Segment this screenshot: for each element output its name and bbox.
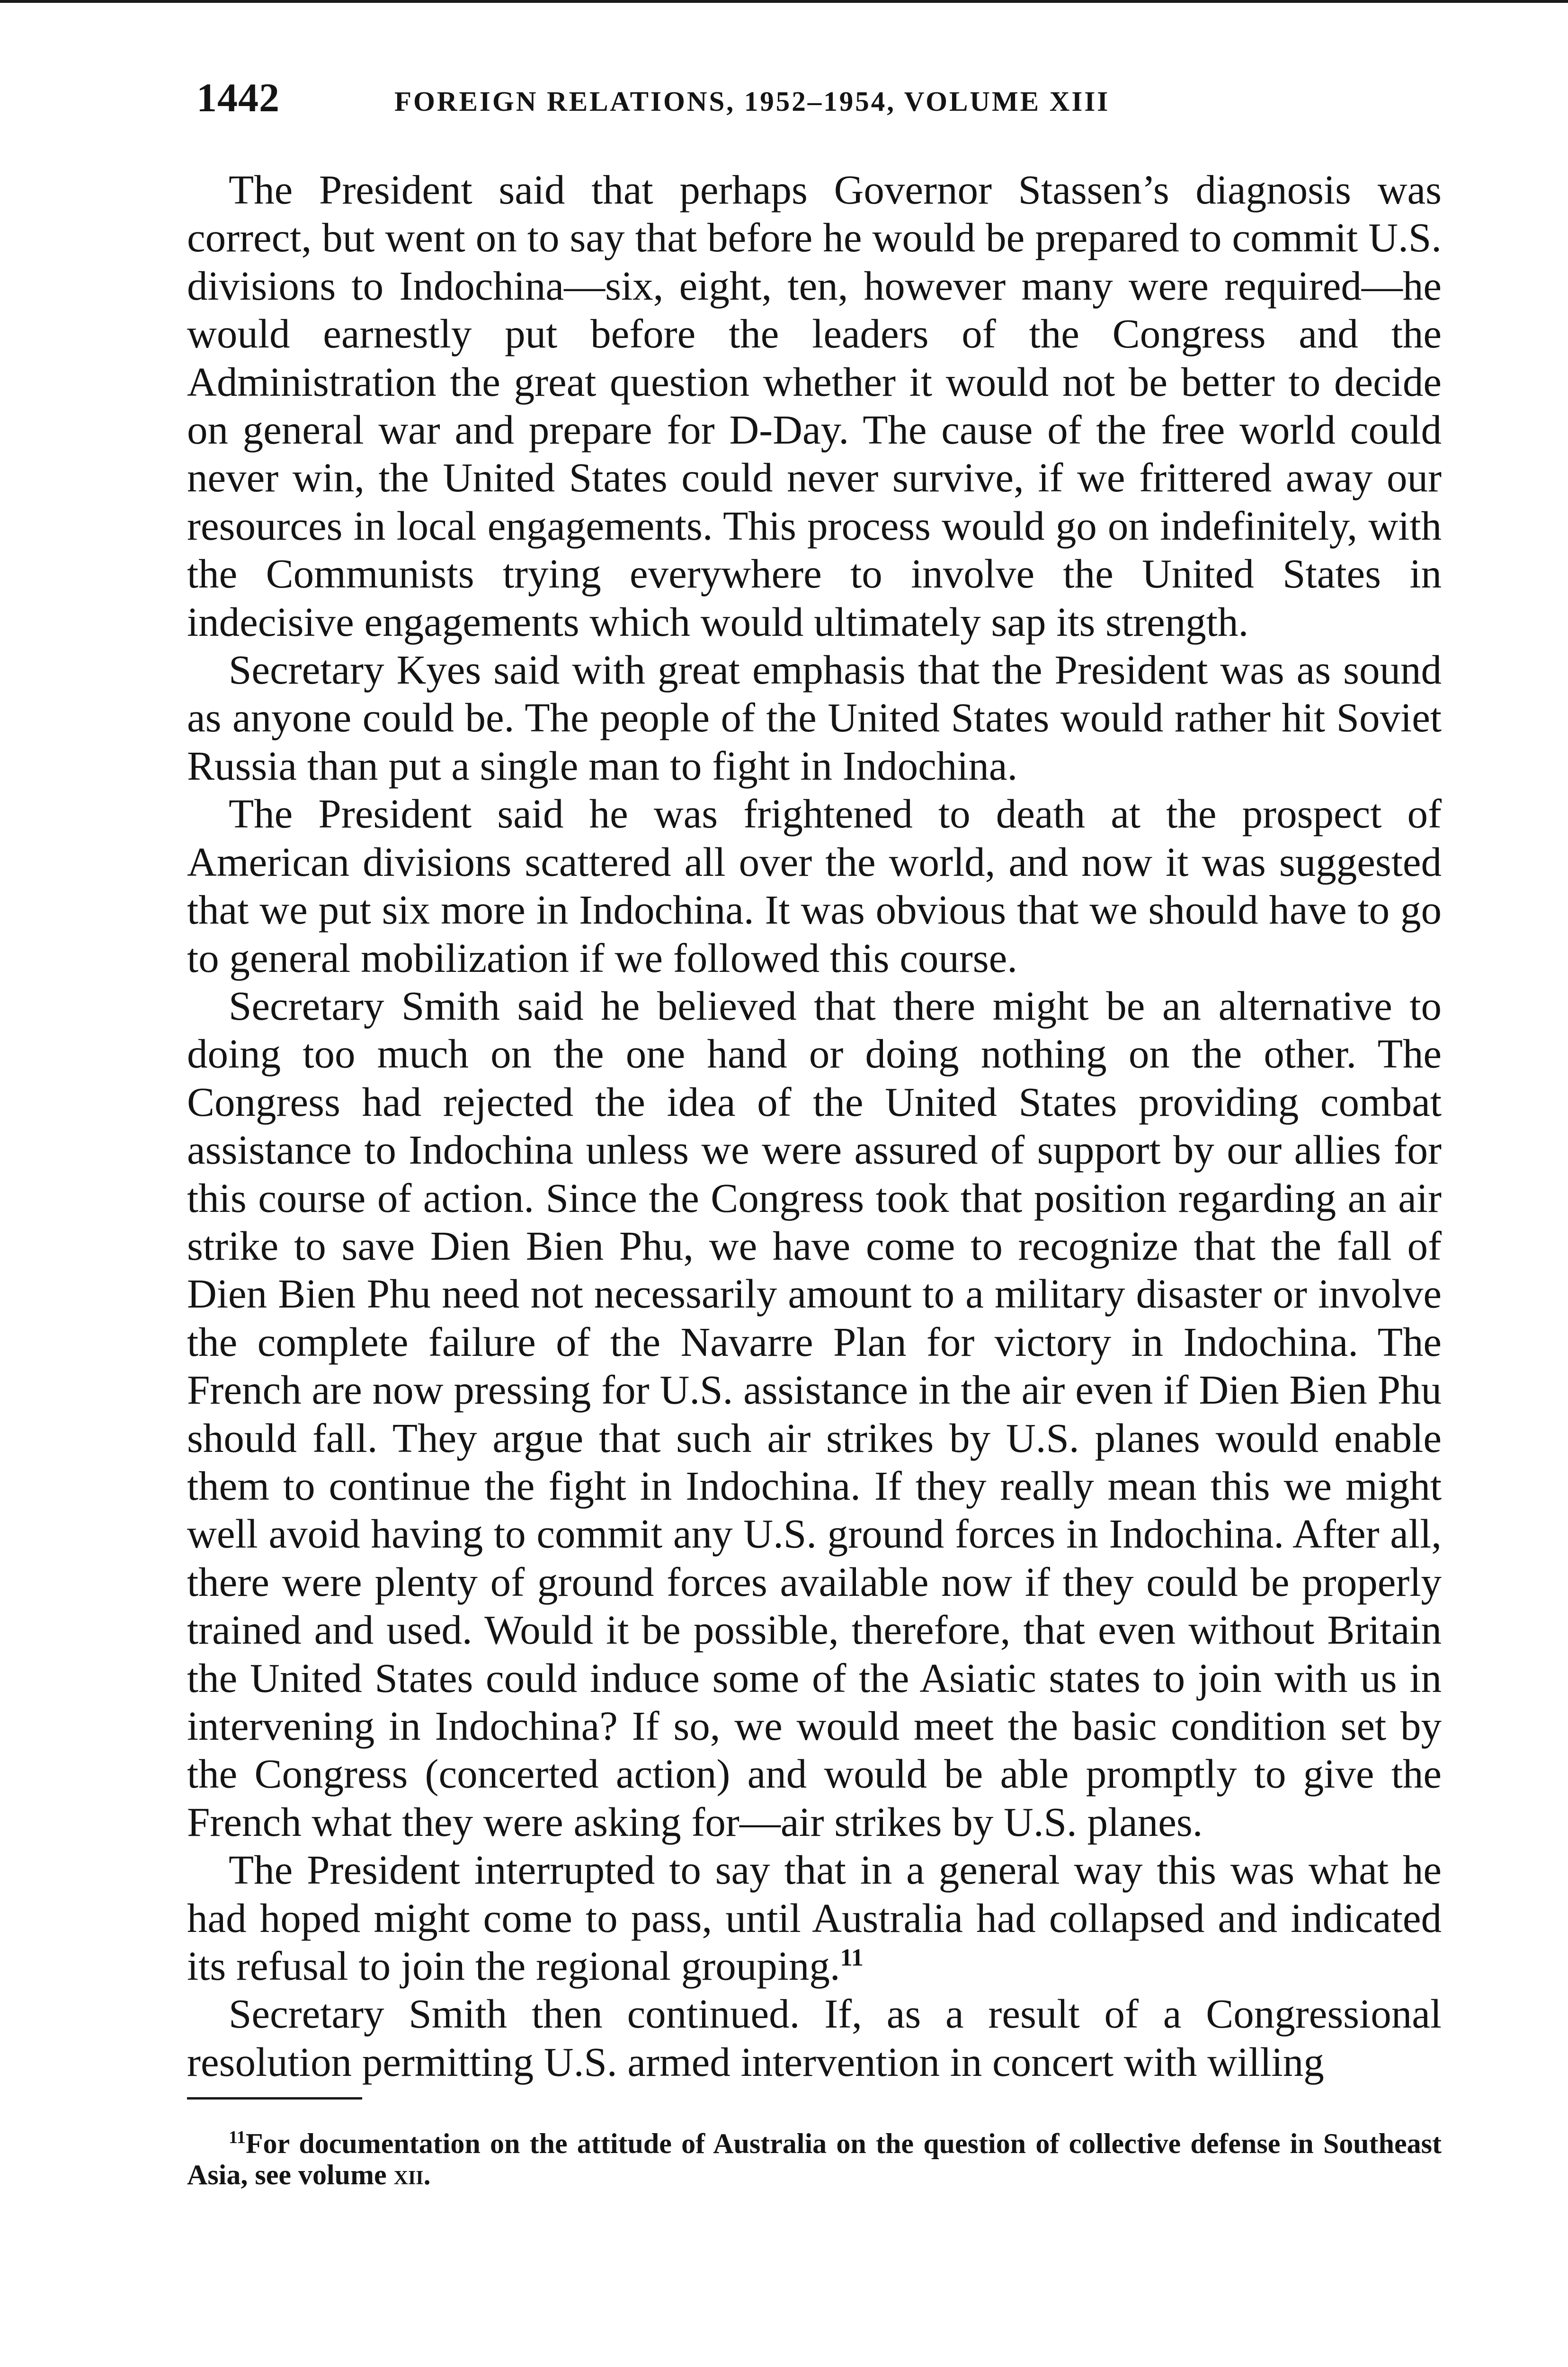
- paragraph: The President said that perhaps Governor Stassen’s diagnosis was correct, but went on to say that before he would be prepared to commit U.S. divisions to Indochina—six, eight, ten, however many were required—he would earnestly put before the leaders of the Congress and the Administration the great question whether it would not be better to decide on general war and prepare for D-Day. The cause of the free world could never win, the United States could never survive, if we frittered away our resources in local engagements. This process would go on indefinitely, with the Communists trying everywhere to involve the United States in indecisive engagements which would ultimately sap its strength.: [187, 167, 1442, 645]
- paragraph: [187, 1846, 1442, 1990]
- paragraph: Secretary Smith said he believed that there might be an alternative to doing too much on the one hand or doing nothing on the other. The Congress had rejected the idea of the United States providing combat assistance to Indochina unless we were assured of support by our allies for this course of action. Since the Congress took that position regarding an air strike to save Dien Bien Phu, we have come to recognize that the fall of Dien Bien Phu need not necessarily amount to a military disaster or involve the complete failure of the Navarre Plan for victory in Indochina. The French are now pressing for U.S. assistance in the air even if Dien Bien Phu should fall. They argue that such air strikes by U.S. planes would enable them to continue the fight in Indochina. If they really mean this we might well avoid having to commit any U.S. ground forces in Indochina. After all, there were plenty of ground forces available now if they could be properly trained and used. Would it be possible, therefore, that even without Britain the United States could induce some of the Asiatic states to join with us in intervening in Indochina? If so, we would meet the basic condition set by the Congress (concerted action) and would be able promptly to give the French what they were asking for—air strikes by U.S. planes.: [187, 982, 1442, 1845]
- paragraph: Secretary Kyes said with great emphasis that the President was as sound as anyone could be. The people of the United States would rather hit Soviet Russia than put a single man to fight in Indochina.: [187, 647, 1442, 789]
- footnote-number: 11: [229, 2127, 246, 2148]
- footnote-reference[interactable]: 11: [840, 1944, 864, 1972]
- footnote-separator: [187, 2097, 362, 2100]
- footnote-text: For documentation on the attitude of Australia on the question of collective defense in Southeast Asia, see volume: [187, 2128, 1442, 2191]
- body-text: [187, 166, 1442, 2086]
- footnote-end: .: [423, 2159, 431, 2191]
- document-page: [187, 71, 1442, 2190]
- running-header: [187, 71, 1442, 123]
- footnote-volume: xii: [393, 2159, 424, 2191]
- paragraph-text: The President interrupted to say that in a general way this was what he had hoped might come to pass, until Australia had collapsed and indicated its refusal to join the regional grouping.: [187, 1847, 1442, 1989]
- running-title: FOREIGN RELATIONS, 1952–1954, VOLUME XIII: [394, 86, 1110, 117]
- paragraph: Secretary Smith then continued. If, as a result of a Congressional resolution permitting U.S. armed intervention in concert with willing: [187, 1991, 1442, 2085]
- footnote: [187, 2128, 1442, 2190]
- top-edge-rule: [0, 0, 1568, 3]
- page-number: 1442: [196, 75, 280, 120]
- paragraph: The President said he was frightened to death at the prospect of American divisions scattered all over the world, and now it was suggested that we put six more in Indochina. It was obvious that we should have to go to general mobilization if we followed this course.: [187, 791, 1442, 981]
